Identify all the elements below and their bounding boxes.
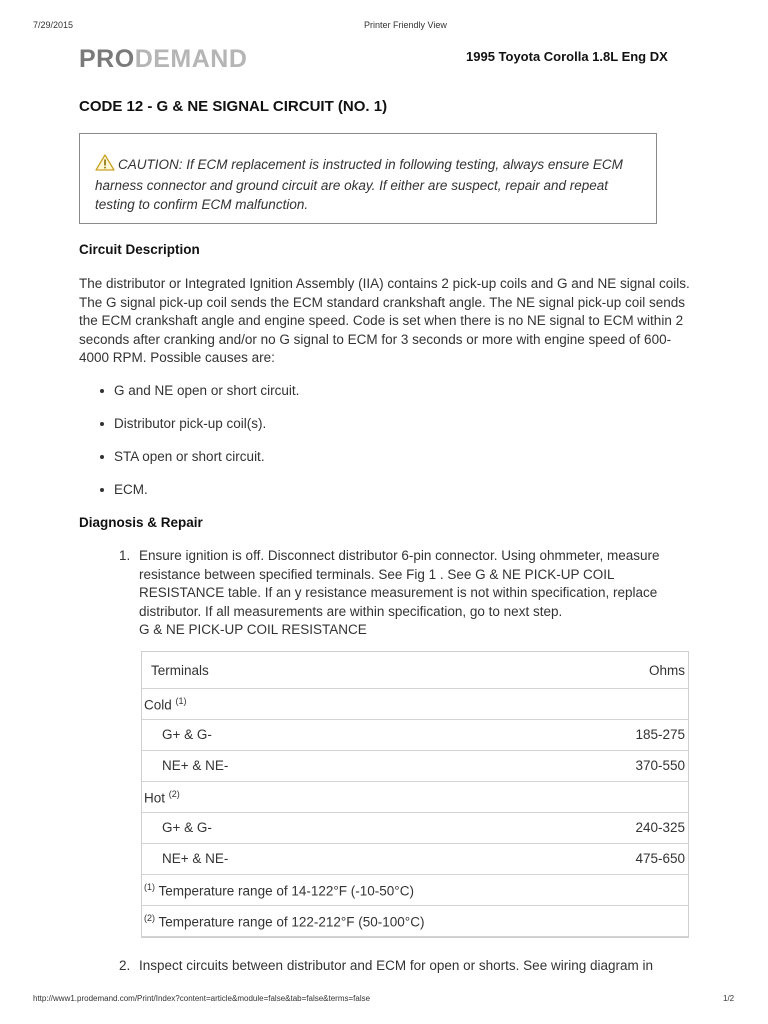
print-page-number: 1/2 (723, 994, 735, 1003)
page-title: CODE 12 - G & NE SIGNAL CIRCUIT (NO. 1) (79, 98, 388, 115)
table-footnote-1: $^{(1)}$ Temperature range of 14-122°F (-10-50°C) (142, 875, 688, 906)
circuit-description-heading: Circuit Description (79, 242, 200, 257)
table-row-cold: Cold $^{(1)}$ (142, 689, 688, 720)
caution-text-block (95, 154, 645, 214)
diagnosis-repair-heading: Diagnosis & Repair (79, 515, 203, 530)
table-row: G+ & G- 240-325 (142, 813, 688, 844)
footnote-ref: (1) (175, 696, 187, 706)
circuit-description-paragraph: The distributor or Integrated Ignition Assembly (IIA) contains 2 pick-up coils and G and NE signal coils. The G signal pick-up coil sends the ECM standard crankshaft angle. The NE signal pick-up coil sends the ECM crankshaft angle and engine speed. Code is set when there is no NE signal to ECM within 2 seconds after cranking and/or no G signal to ECM for 3 seconds or more with engine speed of 600-4000 RPM. Possible causes are: (79, 276, 690, 365)
step-2-text: Inspect circuits between distributor and ECM for open or shorts. See wiring diagram in (139, 958, 653, 973)
table-row: NE+ & NE- 475-650 (142, 844, 688, 875)
vehicle-title: 1995 Toyota Corolla 1.8L Eng DX (466, 49, 668, 64)
table-row: G+ & G- 185-275 (142, 720, 688, 751)
print-date: 7/29/2015 (33, 20, 74, 30)
step-1-text: Ensure ignition is off. Disconnect distributor 6-pin connector. Using ohmmeter, measure resistance between specified terminals. See Fig 1 . See G & NE PICK-UP COIL RESISTANCE table. If an y resistance measurement is not within specification, replace distributor. If all measurements are within specification, go to next step. (139, 548, 660, 619)
table-title: G & NE PICK-UP COIL RESISTANCE (139, 622, 367, 637)
column-header-terminals: Terminals (151, 663, 209, 678)
table-footnote-2: $^{(2)}$ Temperature range of 122-212°F (50-100°C) (142, 906, 688, 937)
column-header-ohms: Ohms (648, 663, 685, 678)
resistance-table (141, 651, 689, 938)
print-footer-url: http://www1.prodemand.com/Print/Index?content=article&module=false&tab=false&terms=false (33, 994, 371, 1003)
table-row-hot: Hot $^{(2)}$ (142, 782, 688, 813)
logo-part-demand: DEMAND (134, 45, 248, 73)
footnote-ref: (2) (168, 789, 180, 799)
print-view-title: Printer Friendly View (364, 20, 447, 30)
caution-box (79, 133, 657, 224)
table-header-row (142, 652, 688, 689)
caution-text: CAUTION: If ECM replacement is instructed in following testing, always ensure ECM harness connector and ground circuit are okay. If either are suspect, repair and repeat testing to confirm ECM malfunction. (95, 157, 623, 212)
table-row: NE+ & NE- 370-550 (142, 751, 688, 782)
logo-part-pro: PRO (79, 45, 135, 73)
prodemand-logo (79, 47, 247, 72)
warning-triangle-icon (95, 154, 115, 176)
